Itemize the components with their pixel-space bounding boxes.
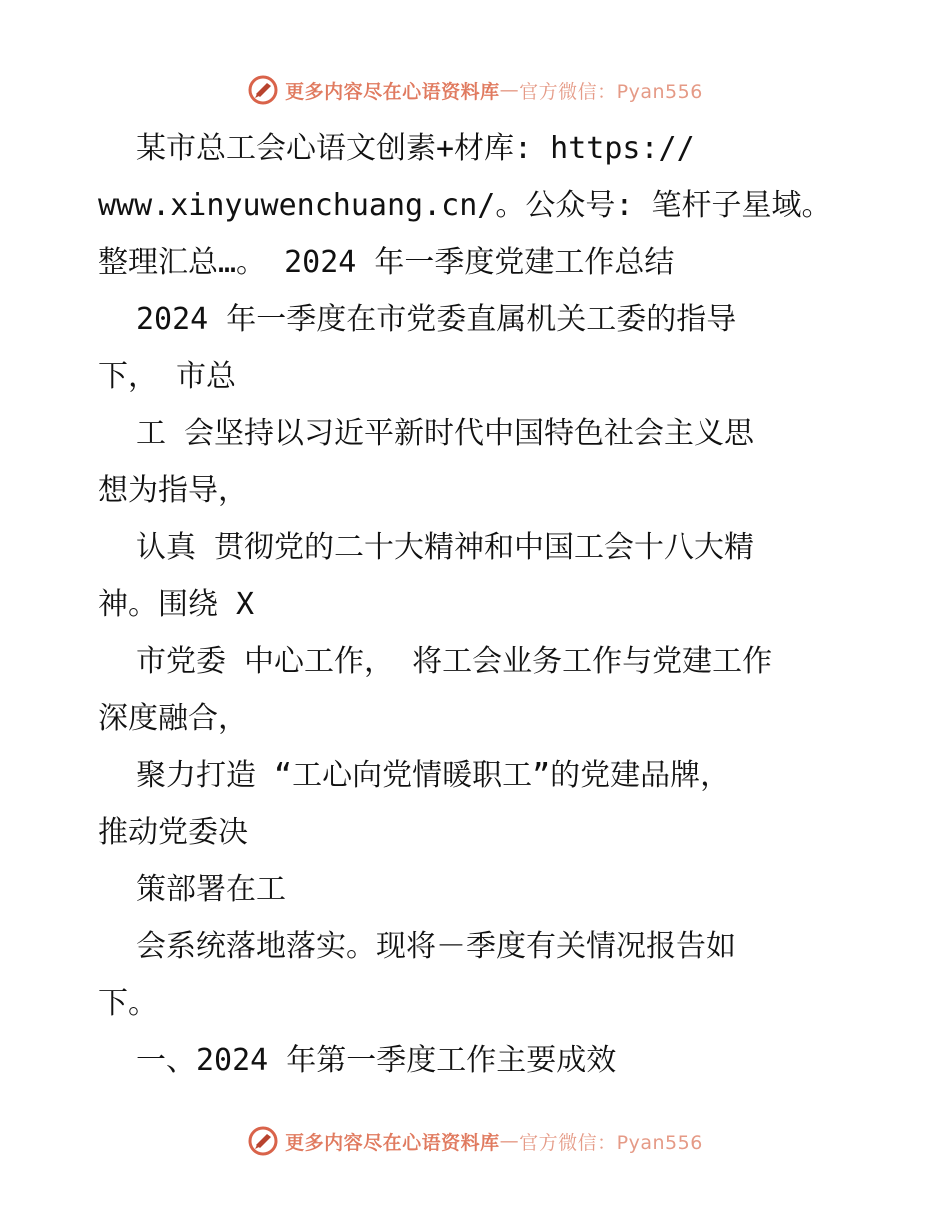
banner-separator: — bbox=[499, 1130, 520, 1152]
banner-wechat: 官方微信：Pyan556 bbox=[519, 1131, 703, 1154]
text-line: 会系统落地落实。现将－季度有关情况报告如 bbox=[136, 929, 736, 964]
text-line: 神。围绕 X bbox=[98, 587, 255, 622]
logo-icon bbox=[247, 74, 279, 106]
header-banner bbox=[0, 70, 950, 110]
text-line: 策部署在工 bbox=[136, 872, 286, 907]
text-line: 聚力打造 “工心向党情暖职工”的党建品牌， bbox=[136, 758, 731, 793]
text-line: 工 会坚持以习近平新时代中国特色社会主义思 bbox=[136, 416, 755, 451]
text-line: www.xinyuwenchuang.cn/。公众号: 笔杆子星域。 bbox=[98, 188, 832, 223]
text-line: 下。 bbox=[98, 986, 158, 1021]
logo-icon bbox=[247, 1125, 279, 1157]
text-line: 一、2024 年第一季度工作主要成效 bbox=[136, 1043, 617, 1078]
banner-text: 更多内容尽在心语资料库 bbox=[285, 80, 500, 103]
footer-banner bbox=[0, 1121, 950, 1161]
banner-wechat: 官方微信：Pyan556 bbox=[519, 80, 703, 103]
text-line: 市党委 中心工作， 将工会业务工作与党建工作 bbox=[136, 644, 773, 679]
text-line: 认真 贯彻党的二十大精神和中国工会十八大精 bbox=[136, 530, 755, 565]
text-line: 深度融合， bbox=[98, 701, 248, 736]
text-line: 2024 年一季度在市党委直属机关工委的指导 bbox=[136, 302, 737, 337]
text-line: 某市总工会心语文创素+材库: https:// bbox=[136, 131, 695, 166]
text-line: 推动党委决 bbox=[98, 815, 248, 850]
text-line: 想为指导， bbox=[98, 473, 248, 508]
document-body bbox=[98, 120, 898, 1089]
text-line: 整理汇总…。 2024 年一季度党建工作总结 bbox=[98, 245, 675, 280]
banner-text: 更多内容尽在心语资料库 bbox=[285, 1131, 500, 1154]
text-line: 下， 市总 bbox=[98, 359, 237, 394]
banner-separator: — bbox=[499, 79, 520, 101]
